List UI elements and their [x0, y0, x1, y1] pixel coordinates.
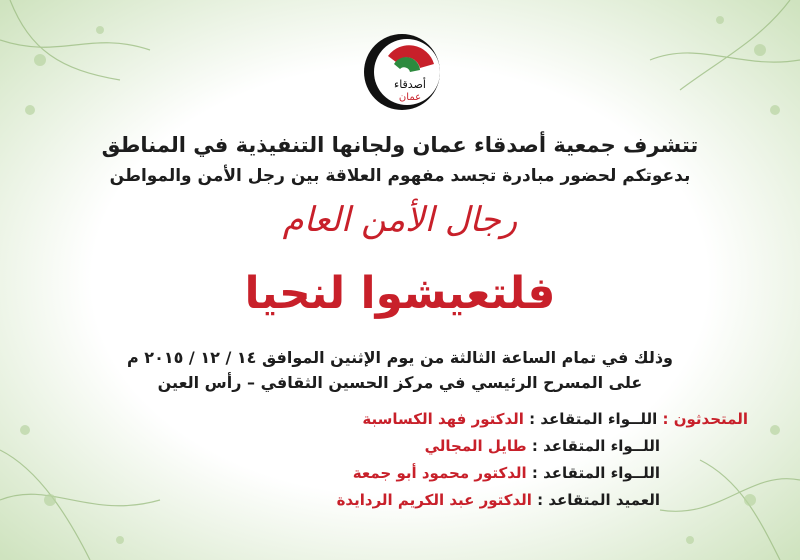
venue-line: على المسرح الرئيسي في مركز الحسين الثقافي – رأس العين	[157, 373, 643, 392]
friends-of-amman-logo	[360, 30, 444, 114]
speakers-label: المتحدثون :	[662, 410, 748, 428]
date-line: وذلك في تمام الساعة الثالثة من يوم الإثنين الموافق ١٤ / ١٢ / ٢٠١٥ م	[127, 348, 673, 367]
speaker-row	[337, 491, 660, 509]
speaker-name: الدكتور فهد الكساسبة	[362, 410, 524, 428]
speaker-rank: العميد المتقاعد :	[537, 491, 660, 509]
speaker-rank: اللــواء المتقاعد :	[531, 437, 660, 455]
speaker-name: طايل المجالي	[424, 437, 527, 455]
logo-text-top: أصدقاء	[394, 78, 426, 91]
invite-line-1: تتشرف جمعية أصدقاء عمان ولجانها التنفيذية في المناطق	[101, 133, 699, 157]
speaker-rank: اللــواء المتقاعد :	[529, 410, 658, 428]
event-subtitle: رجال الأمن العام	[282, 200, 518, 240]
speaker-row	[353, 464, 660, 482]
speaker-row	[362, 410, 748, 428]
speaker-name: الدكتور محمود أبو جمعة	[352, 464, 527, 482]
speaker-rank: اللــواء المتقاعد :	[531, 464, 660, 482]
event-title: فلتعيشوا لنحيا	[244, 268, 556, 319]
speaker-row	[425, 437, 660, 455]
logo-text-bottom: عمان	[398, 92, 422, 103]
speaker-name: الدكتور عبد الكريم الردايدة	[336, 491, 532, 509]
invite-line-2: بدعوتكم لحضور مبادرة تجسد مفهوم العلاقة بين رجل الأمن والمواطن	[109, 166, 691, 186]
